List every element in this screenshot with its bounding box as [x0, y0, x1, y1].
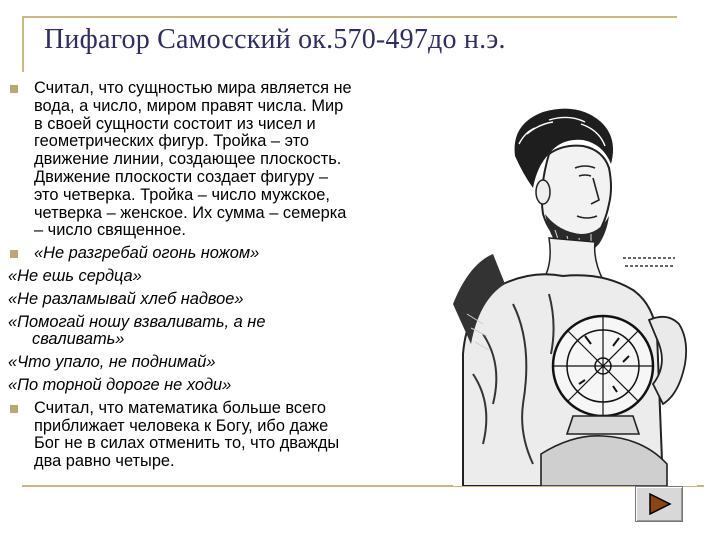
bullet-line: Считал, что математика больше всего — [34, 398, 326, 417]
bullet-item-numbers — [8, 80, 448, 240]
bullet-line: Бог не в силах отменить то, что дважды — [34, 434, 340, 453]
bullet-line: два равно четыре. — [34, 452, 175, 471]
bullet-item-saying — [8, 245, 448, 263]
bullet-line: четверка – женское. Их сумма – семерка — [34, 203, 347, 222]
saying-line: «По торной дороге не ходи» — [8, 375, 232, 394]
bullet-line: это четверка. Тройка – число мужское, — [34, 185, 330, 204]
saying-line: «Помогай ношу взваливать, а не — [8, 312, 266, 331]
pythagoras-portrait-image — [453, 104, 697, 486]
play-triangle-icon — [648, 493, 672, 515]
saying-line: «Не ешь сердца» — [8, 266, 142, 285]
saying-line: «Не разламывай хлеб надвое» — [8, 289, 244, 308]
slide-content — [8, 80, 448, 471]
bullet-line: – число священное. — [34, 221, 186, 240]
slide-title: Пифагор Самосский ок.570-497до н.э. — [44, 24, 506, 55]
bullet-line: приближает человека к Богу, ибо даже — [34, 416, 329, 435]
frame-left-line — [22, 16, 24, 72]
bullet-line: Движение плоскости создает фигуру – — [34, 167, 328, 186]
bullet-line: движение линии, создающее плоскость. — [34, 150, 342, 169]
saying-line-continued: сваливать» — [32, 330, 125, 349]
bullet-line: геометрических фигур. Тройка – это — [34, 132, 310, 151]
bullet-item-math — [8, 400, 448, 471]
saying-line: «Что упало, не поднимай» — [8, 353, 216, 372]
saying-text: «Не разгребай огонь ножом» — [34, 244, 260, 263]
square-bullet-icon — [10, 250, 18, 258]
bullet-line: Считал, что сущностью мира является не — [34, 79, 352, 97]
frame-top-line — [22, 16, 677, 18]
next-slide-button[interactable] — [635, 486, 683, 522]
bullet-line: в своей сущности состоит из чисел и — [34, 114, 316, 133]
square-bullet-icon — [10, 85, 18, 93]
square-bullet-icon — [10, 405, 18, 413]
bullet-line: вода, а число, миром правят числа. Мир — [34, 96, 344, 115]
